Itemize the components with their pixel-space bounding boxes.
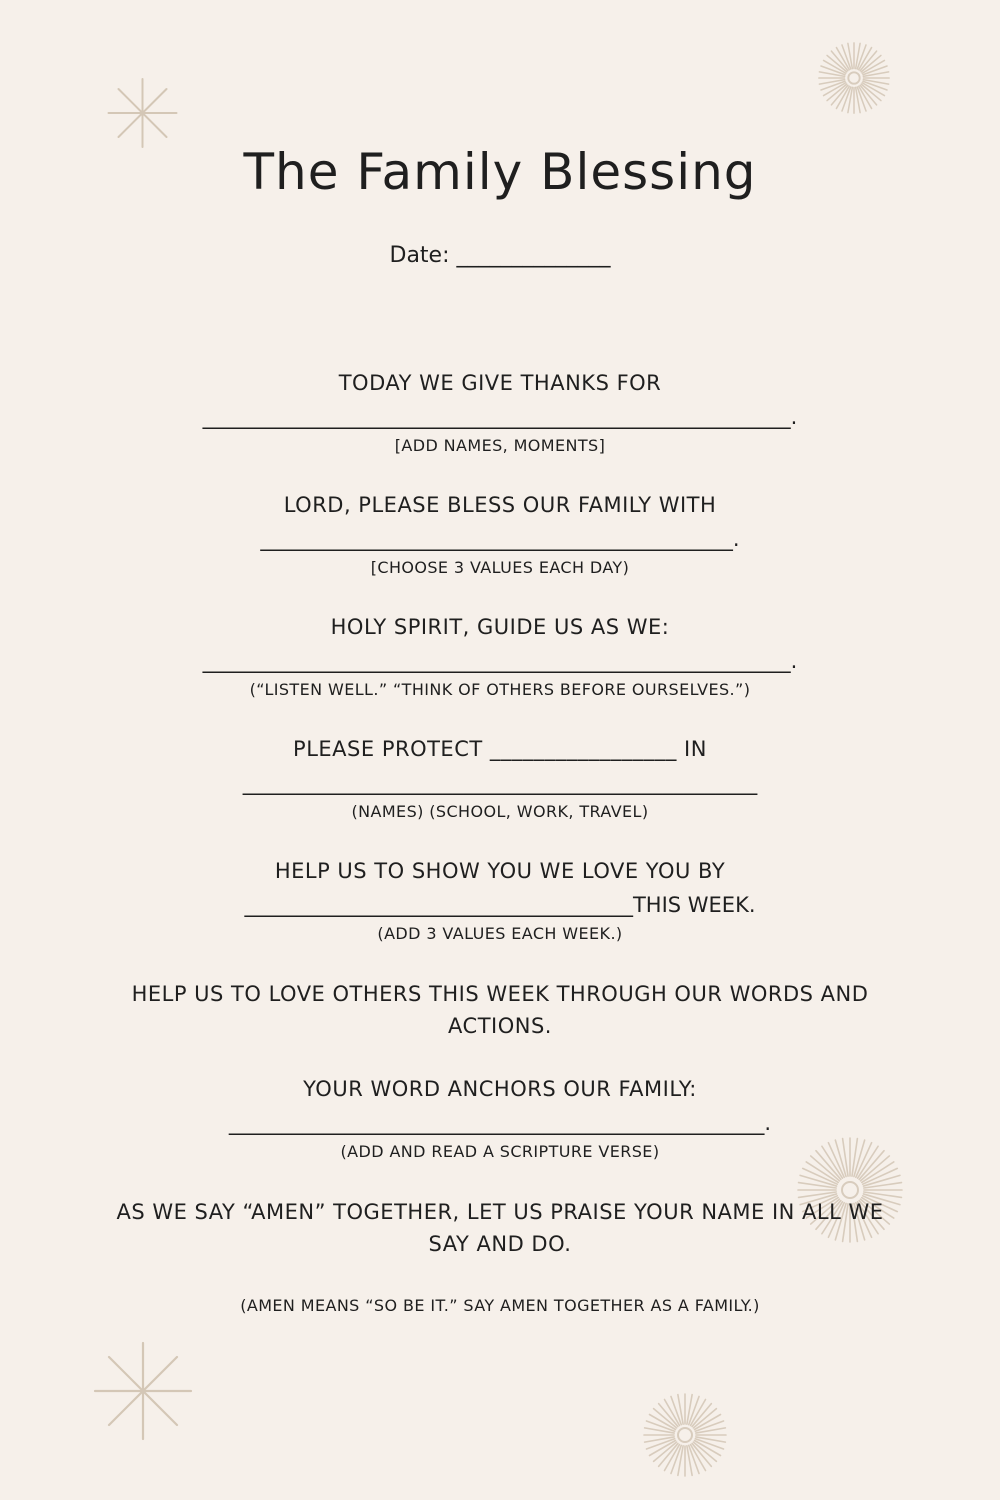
star-sparkle-icon — [92, 1340, 194, 1442]
bless-prompt: LORD, PLEASE BLESS OUR FAMILY WITH — [283, 493, 717, 517]
sunburst-icon — [642, 1392, 728, 1478]
show-love-hint: (ADD 3 VALUES EACH WEEK.) — [377, 924, 623, 943]
date-field[interactable]: Date: ______________ — [389, 243, 611, 268]
word-blank[interactable]: ___________________________________________________. — [228, 1111, 772, 1135]
guide-hint: (“LISTEN WELL.” “THINK OF OTHERS BEFORE OURSELVES.”) — [249, 680, 751, 699]
show-love-prompt: HELP US TO SHOW YOU WE LOVE YOU BY — [274, 859, 726, 883]
love-others-line-2: ACTIONS. — [448, 1014, 552, 1038]
amen-line-2: SAY AND DO. — [428, 1232, 572, 1256]
sunburst-icon — [815, 40, 893, 116]
thanks-blank[interactable]: ________________________________________________________. — [202, 405, 798, 429]
amen-line-1: AS WE SAY “AMEN” TOGETHER, LET US PRAISE YOUR NAME IN ALL WE — [116, 1200, 884, 1224]
bless-hint: [CHOOSE 3 VALUES EACH DAY) — [370, 558, 630, 577]
page-title: The Family Blessing — [243, 143, 757, 201]
footer-note: (AMEN MEANS “SO BE IT.” SAY AMEN TOGETHER AS A FAMILY.) — [240, 1296, 760, 1315]
thanks-hint: [ADD NAMES, MOMENTS] — [394, 436, 606, 455]
protect-blank[interactable]: _________________________________________________ — [242, 771, 758, 795]
show-love-blank[interactable]: _____________________________________THIS WEEK. — [244, 893, 756, 917]
star-sparkle-icon — [105, 78, 180, 148]
love-others-line-1: HELP US TO LOVE OTHERS THIS WEEK THROUGH OUR WORDS AND — [131, 982, 869, 1006]
thanks-prompt: TODAY WE GIVE THANKS FOR — [338, 371, 662, 395]
protect-hint: (NAMES) (SCHOOL, WORK, TRAVEL) — [351, 802, 649, 821]
guide-blank[interactable]: ________________________________________________________. — [202, 649, 798, 673]
bless-blank[interactable]: _____________________________________________. — [260, 527, 740, 551]
word-hint: (ADD AND READ A SCRIPTURE VERSE) — [340, 1142, 660, 1161]
protect-prompt[interactable]: PLEASE PROTECT _________________ IN — [293, 737, 707, 761]
guide-prompt: HOLY SPIRIT, GUIDE US AS WE: — [330, 615, 670, 639]
word-prompt: YOUR WORD ANCHORS OUR FAMILY: — [303, 1077, 697, 1101]
